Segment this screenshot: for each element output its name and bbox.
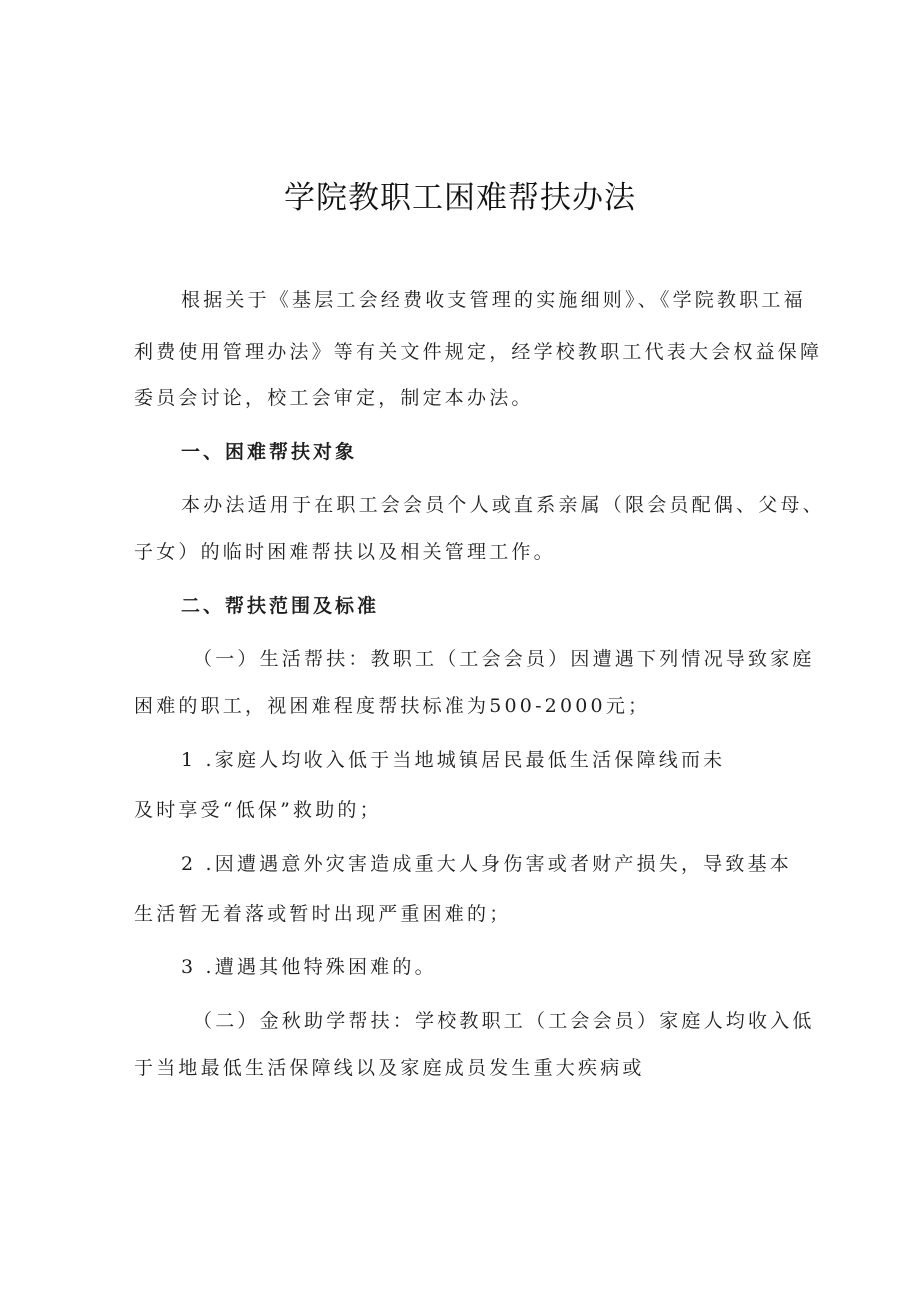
- section-heading: 二、帮扶范围及标准: [181, 595, 380, 617]
- paragraph-line: （一）生活帮扶：教职工（工会会员）因遭遇下列情况导致家庭: [193, 648, 815, 670]
- paragraph-line: 本办法适用于在职工会会员个人或直系亲属（限会员配偶、父母、: [181, 494, 825, 516]
- list-item-line: 1 .家庭人均收入低于当地城镇居民最低生活保障线而未: [181, 749, 726, 771]
- paragraph-line: 子女）的临时困难帮扶以及相关管理工作。: [134, 541, 556, 563]
- list-item-line: 2 .因遭遇意外灾害造成重大人身伤害或者财产损失，导致基本: [181, 853, 792, 875]
- paragraph-line: 困难的职工，视困难程度帮扶标准为500-2000元；: [134, 695, 651, 717]
- list-item-line: 生活暂无着落或暂时出现严重困难的；: [134, 903, 512, 925]
- paragraph-line: （二）金秋助学帮扶：学校教职工（工会会员）家庭人均收入低: [193, 1010, 815, 1032]
- list-item-line: 3 .遭遇其他特殊困难的。: [181, 956, 437, 978]
- paragraph-line: 委员会讨论，校工会审定，制定本办法。: [134, 387, 534, 409]
- paragraph-line: 于当地最低生活保障线以及家庭成员发生重大疾病或: [134, 1057, 645, 1079]
- paragraph-line: 根据关于《基层工会经费收支管理的实施细则》、《学院教职工福: [181, 289, 806, 311]
- document-title: 学院教职工困难帮扶办法: [284, 180, 636, 216]
- section-heading: 一、困难帮扶对象: [181, 441, 358, 463]
- list-item-line: 及时享受“低保”救助的；: [134, 799, 382, 821]
- paragraph-line: 利费使用管理办法》等有关文件规定，经学校教职工代表大会权益保障: [134, 341, 823, 363]
